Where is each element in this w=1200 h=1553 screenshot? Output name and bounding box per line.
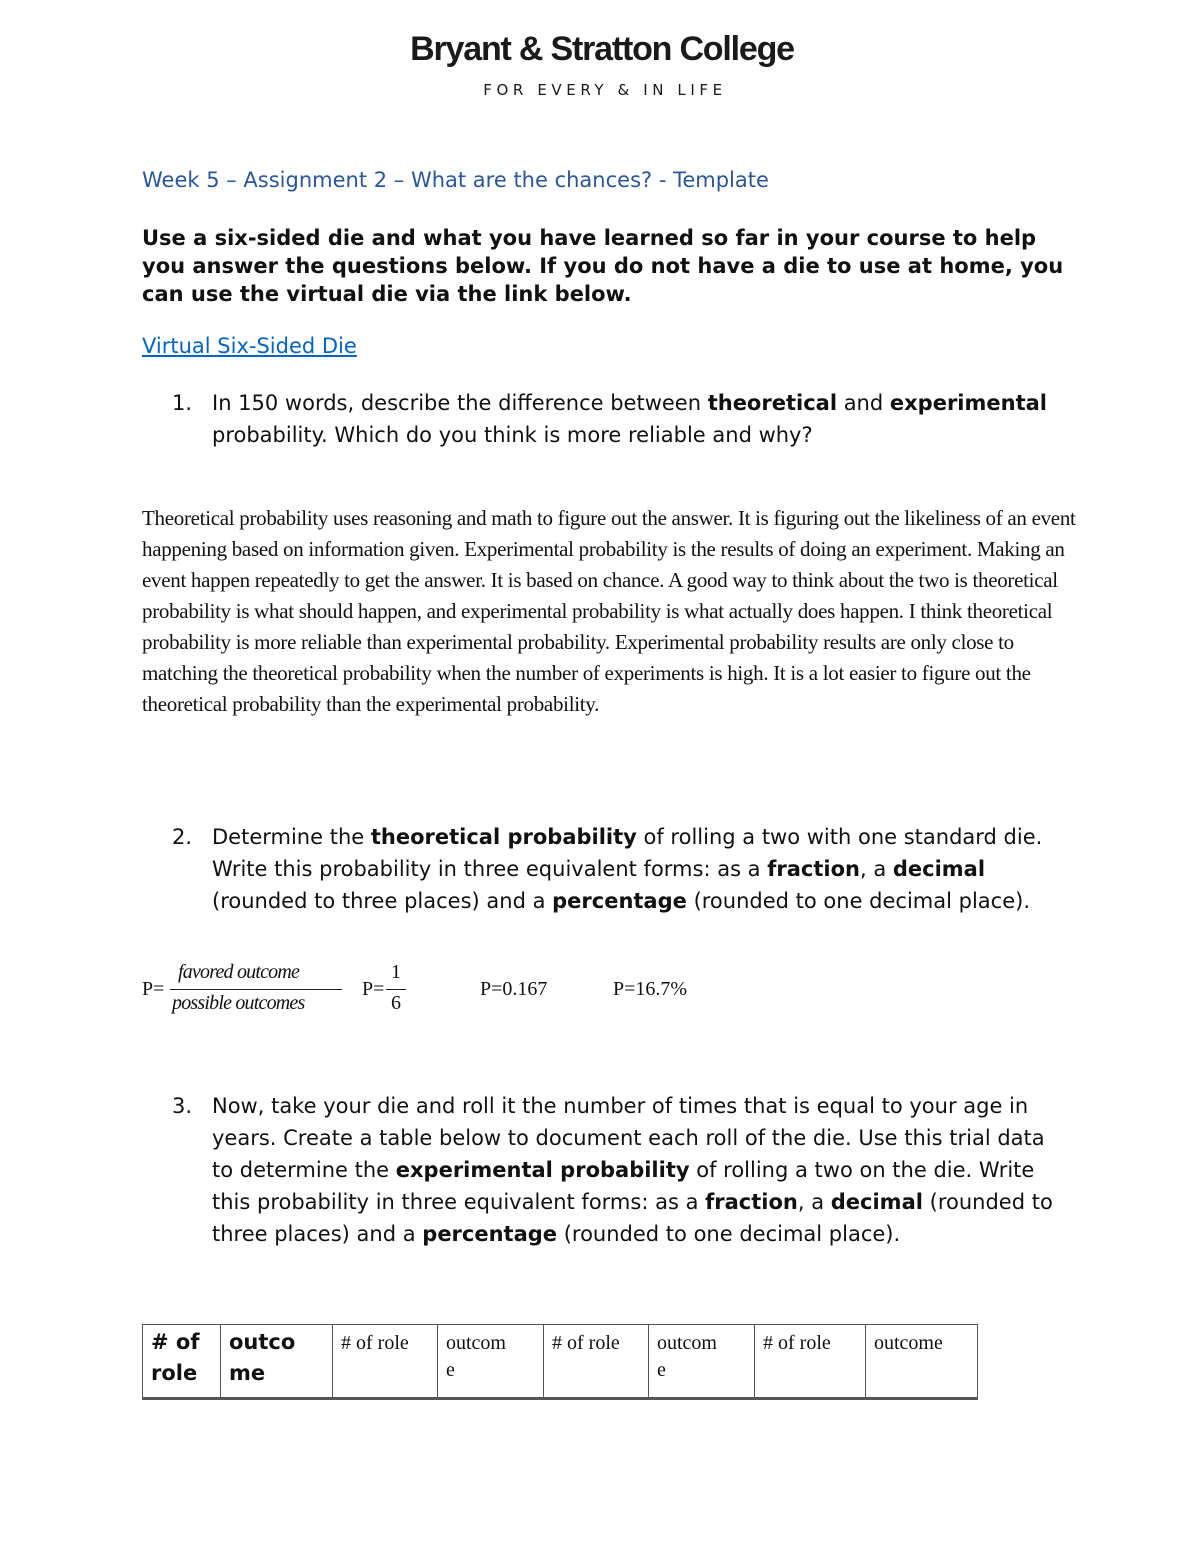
table-header-row — [143, 1325, 978, 1399]
question-text: In 150 words, describe the difference between — [212, 391, 708, 415]
logo-tagline: FOR EVERY & IN LIFE — [483, 81, 727, 99]
logo-name: Bryant & Stratton College — [410, 30, 794, 68]
question-text: of rolling a two on the die. Write this probability in three equivalent forms: as a — [212, 1158, 1035, 1214]
emphasis: fraction — [705, 1190, 798, 1214]
header-text: # of role — [552, 1332, 620, 1354]
question-text: Now, take your die and roll it the number of times that is equal to your age in years. Create a table below to document each roll of the die. Use this trial data to determine the — [212, 1094, 1045, 1182]
table-header-cell[interactable] — [143, 1325, 221, 1399]
table-header-cell[interactable] — [649, 1325, 755, 1399]
header-text: e — [446, 1359, 455, 1381]
page-title: Week 5 – Assignment 2 – What are the chances? - Template — [142, 168, 769, 192]
question-text: (rounded to one decimal place). — [686, 889, 1030, 913]
instructions: Use a six-sided die and what you have learned so far in your course to help you answer the questions below. If you do not have a die to use at home, you can use the virtual die via the link below. — [142, 226, 1064, 306]
table-header-cell[interactable] — [755, 1325, 866, 1399]
header-text: # of — [151, 1330, 200, 1354]
trials-table — [142, 1324, 978, 1400]
question-number: 2. — [172, 825, 193, 849]
college-logo — [0, 30, 1200, 99]
question-number: 1. — [172, 391, 193, 415]
question-number: 3. — [172, 1094, 193, 1118]
header-text: e — [657, 1359, 666, 1381]
header-text: outco — [229, 1330, 296, 1354]
fraction-numerator: favored outcome — [178, 961, 300, 983]
p-label: P= — [142, 978, 165, 1000]
fraction-bar — [170, 989, 342, 990]
question-text: of rolling a two with one standard die. Write this probability in three equivalent forms: as a — [212, 825, 1043, 881]
answer-1: Theoretical probability uses reasoning and math to figure out the answer. It is figuring out the likeliness of an event happening based on information given. Experimental probability is the results of doing an experiment. Making an event happen repeatedly to get the answer. It is based on chance. A good way to think about the two is theoretical probability is what should happen, and experimental probability is what actually does happen. I think theoretical probability is more reliable than experimental probability. Experimental probability results are only close to matching the theoretical probability when the number of experiments is high. It is a lot easier to figure out the theoretical probability than the experimental probability. — [142, 506, 1076, 716]
table-header-cell[interactable] — [866, 1325, 978, 1399]
question-3 — [172, 1090, 1072, 1250]
question-text: (rounded to three places) and a — [212, 889, 553, 913]
p-label: P= — [362, 978, 385, 1000]
emphasis: decimal — [892, 857, 986, 881]
table-header-cell[interactable] — [544, 1325, 649, 1399]
emphasis: theoretical probability — [370, 825, 637, 849]
emphasis: decimal — [830, 1190, 923, 1214]
fraction-numerator: 1 — [391, 961, 401, 983]
emphasis: experimental — [889, 391, 1047, 415]
table-header-cell[interactable] — [438, 1325, 544, 1399]
header-text: outcom — [657, 1332, 717, 1354]
question-text: Determine the — [212, 825, 371, 849]
question-1 — [172, 387, 1072, 451]
question-text: (rounded to three places) and a — [212, 1190, 1053, 1246]
emphasis: experimental probability — [395, 1158, 690, 1182]
virtual-die-link[interactable]: Virtual Six-Sided Die — [142, 334, 357, 358]
header-text: me — [229, 1361, 266, 1385]
question-text: and — [837, 391, 890, 415]
header-text: outcome — [874, 1332, 943, 1354]
header-text: # of role — [341, 1332, 409, 1354]
header-text: # of role — [763, 1332, 831, 1354]
question-text: probability. Which do you think is more reliable and why? — [212, 423, 813, 447]
question-2 — [172, 821, 1072, 917]
percent-value: P=16.7% — [613, 978, 688, 1000]
table-header-cell[interactable] — [333, 1325, 438, 1399]
header-text: outcom — [446, 1332, 506, 1354]
emphasis: percentage — [422, 1222, 558, 1246]
question-text: , a — [797, 1190, 831, 1214]
fraction-bar — [386, 989, 406, 990]
emphasis: percentage — [552, 889, 687, 913]
fraction-denominator: possible outcomes — [172, 992, 305, 1014]
header-text: role — [151, 1361, 198, 1385]
emphasis: fraction — [767, 857, 860, 881]
emphasis: theoretical — [707, 391, 838, 415]
table-header-cell[interactable] — [221, 1325, 333, 1399]
question-text: (rounded to one decimal place). — [557, 1222, 901, 1246]
question-text: , a — [859, 857, 893, 881]
fraction-denominator: 6 — [391, 992, 401, 1014]
decimal-value: P=0.167 — [480, 978, 548, 1000]
